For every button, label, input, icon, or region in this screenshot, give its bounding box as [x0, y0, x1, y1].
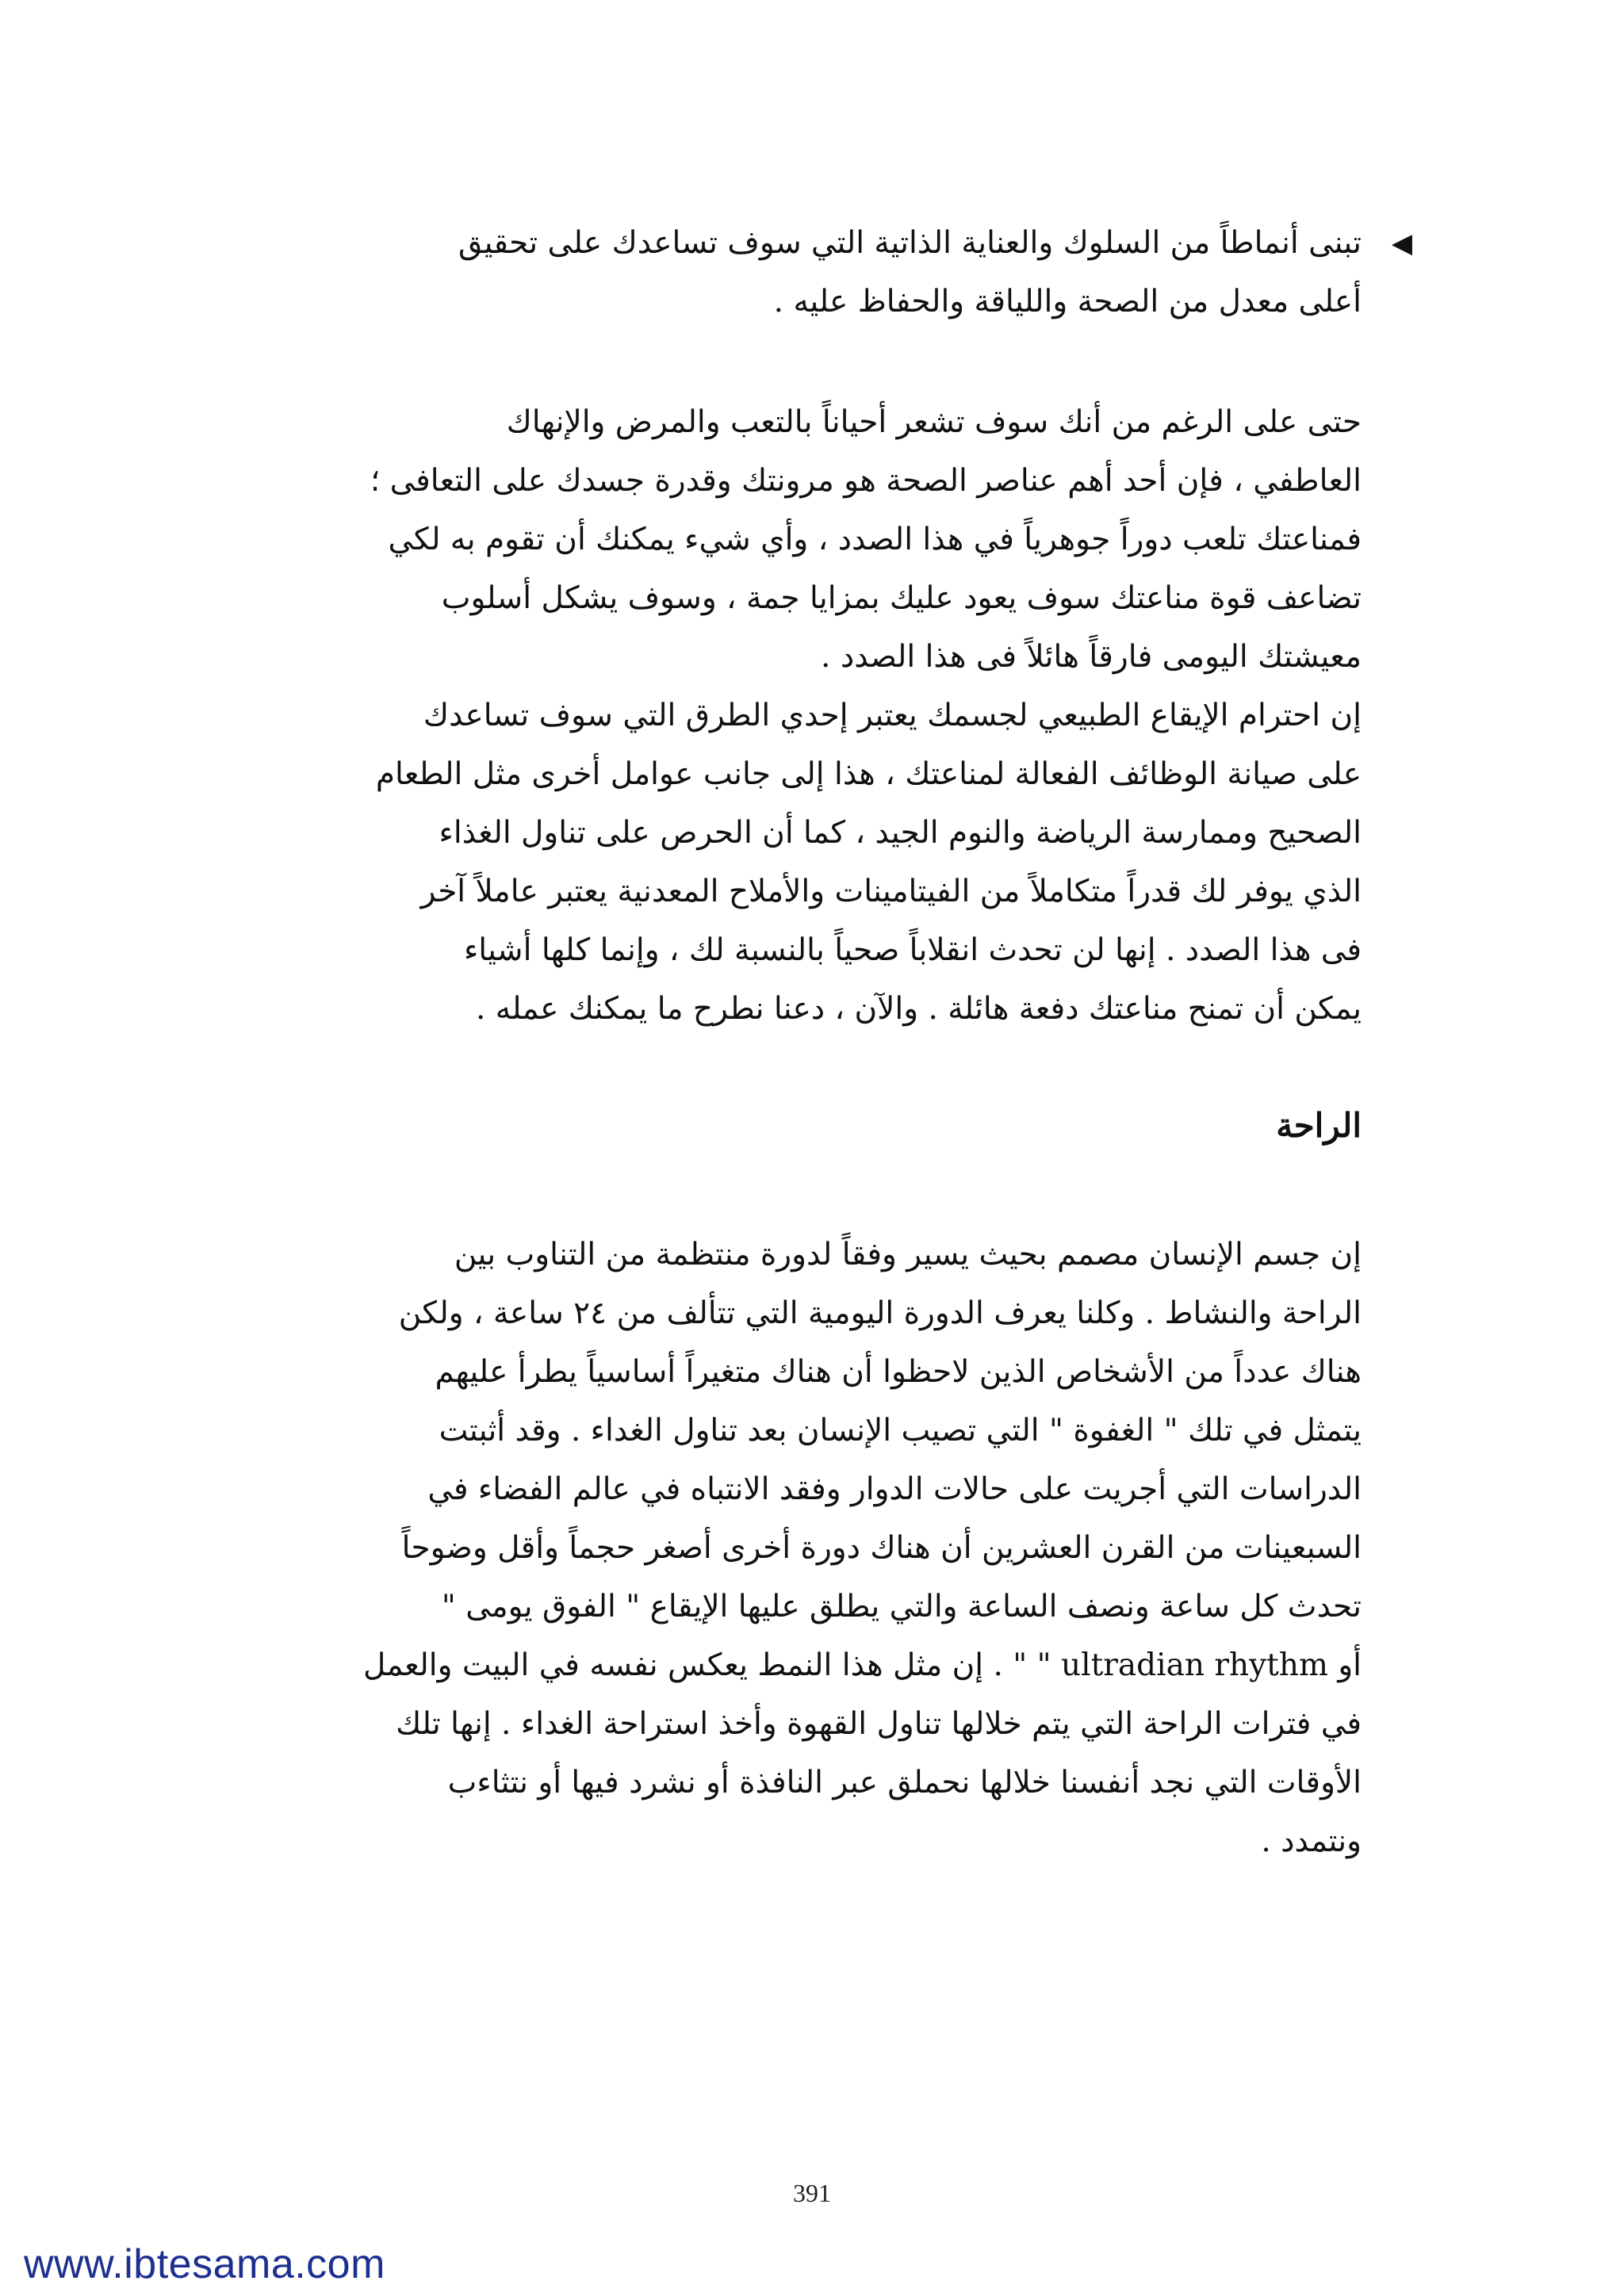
text-line: أو ‎" ultradian rhythm "‏ . إن مثل هذا النمط يعكس نفسه في البيت والعمل: [362, 1647, 1362, 1683]
text-line: على صيانة الوظائف الفعالة لمناعتك ، هذا إلى جانب عوامل أخرى مثل الطعام: [375, 756, 1362, 792]
text-line: الصحيح وممارسة الرياضة والنوم الجيد ، كما أن الحرص على تناول الغذاء: [439, 815, 1362, 851]
text-line: هناك عدداً من الأشخاص الذين لاحظوا أن هناك متغيراً أساسياً يطرأ عليهم: [435, 1354, 1362, 1390]
page-body: [279, 214, 1412, 1871]
text-line: تضاعف قوة مناعتك سوف يعود عليك بمزايا جمة ، وسوف يشكل أسلوب: [441, 580, 1362, 616]
text-line: يتمثل في تلك " الغفوة " التي تصيب الإنسان بعد تناول الغداء . وقد أثبتت: [439, 1413, 1362, 1448]
paragraph-rest: [279, 1226, 1362, 1871]
text-line: تبنى أنماطاً من السلوك والعناية الذاتية التي سوف تساعدك على تحقيق: [458, 225, 1362, 261]
paragraph-resilience: [279, 393, 1362, 687]
text-line: ونتمدد .: [1261, 1823, 1362, 1859]
text-line: الراحة والنشاط . وكلنا يعرف الدورة اليومية التي تتألف من ٢٤ ساعة ، ولكن: [398, 1295, 1362, 1331]
text-line: في فترات الراحة التي يتم خلالها تناول القهوة وأخذ استراحة الغداء . إنها تلك: [396, 1706, 1362, 1742]
bullet-point: [279, 214, 1412, 331]
text-line: أعلى معدل من الصحة واللياقة والحفاظ عليه .: [773, 284, 1362, 320]
text-line: حتى على الرغم من أنك سوف تشعر أحياناً بالتعب والمرض والإنهاك: [506, 404, 1362, 440]
text-line: العاطفي ، فإن أحد أهم عناصر الصحة هو مرونتك وقدرة جسدك على التعافى ؛: [370, 463, 1362, 499]
text-line: فمناعتك تلعب دوراً جوهرياً في هذا الصدد ، وأي شيء يمكنك أن تقوم به لكي: [388, 522, 1362, 557]
watermark-link[interactable]: www.ibtesama.com: [24, 2241, 385, 2287]
text-line: إن احترام الإيقاع الطبيعي لجسمك يعتبر إحدي الطرق التي سوف تساعدك: [423, 698, 1362, 733]
text-line: السبعينات من القرن العشرين أن هناك دورة أخرى أصغر حجماً وأقل وضوحاً: [401, 1530, 1362, 1566]
text-line: إن جسم الإنسان مصمم بحيث يسير وفقاً لدورة منتظمة من التناوب بين: [454, 1237, 1362, 1272]
text-line: معيشتك اليومى فارقاً هائلاً فى هذا الصدد .: [821, 639, 1362, 675]
section-heading: الراحة: [1276, 1106, 1362, 1145]
text-line: يمكن أن تمنح مناعتك دفعة هائلة . والآن ، دعنا نطرح ما يمكنك عمله .: [475, 991, 1362, 1027]
text-line: الدراسات التي أجريت على حالات الدوار وفقد الانتباه في عالم الفضاء في: [427, 1471, 1362, 1507]
bullet-text: [279, 214, 1362, 331]
page-number: 391: [793, 2179, 831, 2207]
triangle-bullet-icon: ◀: [1391, 228, 1412, 259]
text-line: فى هذا الصدد . إنها لن تحدث انقلاباً صحياً بالنسبة لك ، وإنما كلها أشياء: [463, 932, 1362, 968]
text-line: الأوقات التي نجد أنفسنا خلالها نحملق عبر النافذة أو نشرد فيها أو نتثاءب: [447, 1765, 1362, 1800]
text-line: الذي يوفر لك قدراً متكاملاً من الفيتامينات والأملاح المعدنية يعتبر عاملاً آخر: [420, 874, 1362, 909]
text-line: تحدث كل ساعة ونصف الساعة والتي يطلق عليها الإيقاع " الفوق يومى ": [441, 1589, 1362, 1624]
paragraph-natural-rhythm: [279, 687, 1362, 1039]
